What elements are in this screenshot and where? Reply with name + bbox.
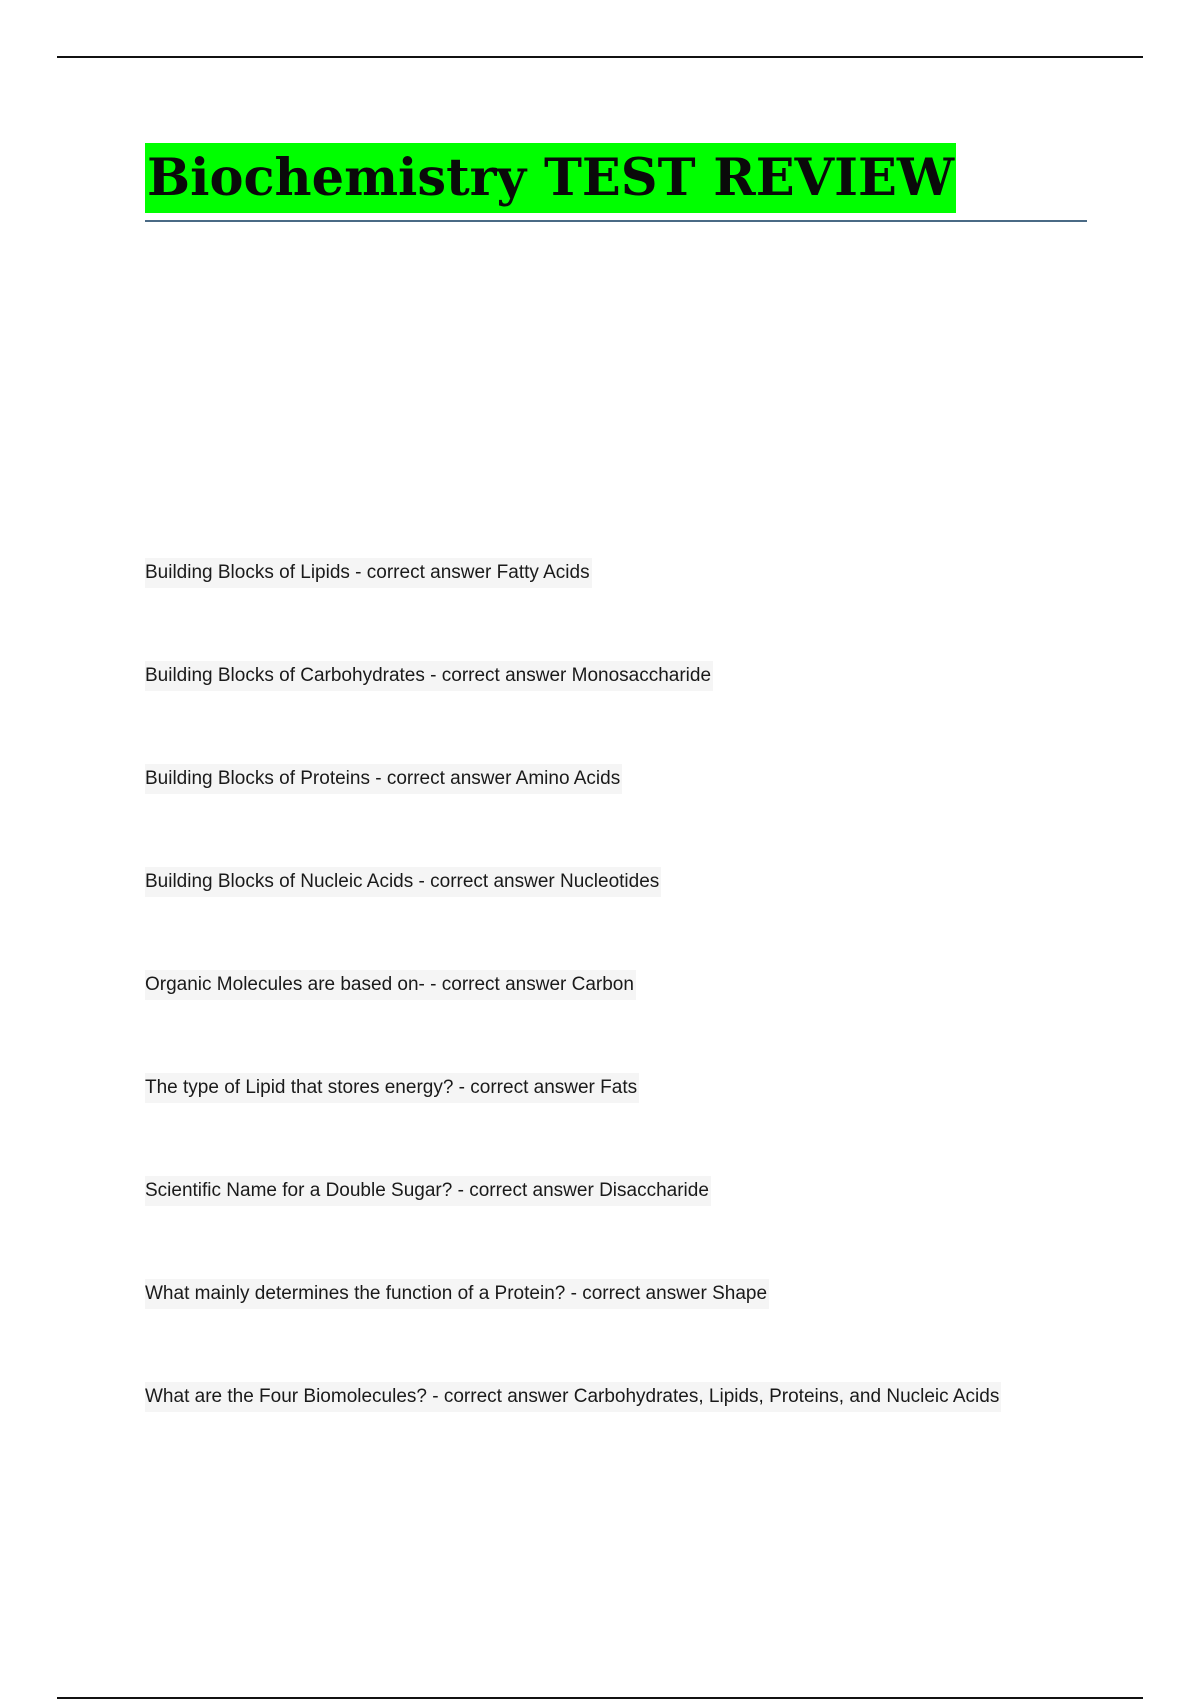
page-top-rule [57, 56, 1143, 58]
qa-text: Building Blocks of Nucleic Acids - correct answer Nucleotides [145, 867, 661, 897]
qa-item [145, 1382, 1105, 1485]
qa-text: What are the Four Biomolecules? - correct answer Carbohydrates, Lipids, Proteins, and Nucleic Acids [145, 1382, 1001, 1412]
qa-item [145, 661, 1105, 764]
qa-item [145, 1279, 1105, 1382]
qa-item [145, 764, 1105, 867]
qa-item [145, 970, 1105, 1073]
title-underline [145, 220, 1087, 222]
qa-item [145, 558, 1105, 661]
qa-item [145, 1073, 1105, 1176]
qa-item [145, 1176, 1105, 1279]
qa-text: Building Blocks of Carbohydrates - correct answer Monosaccharide [145, 661, 713, 691]
qa-text: Scientific Name for a Double Sugar? - correct answer Disaccharide [145, 1176, 711, 1206]
qa-text: Organic Molecules are based on- - correct answer Carbon [145, 970, 636, 1000]
title-block [145, 143, 1087, 213]
qa-text: What mainly determines the function of a Protein? - correct answer Shape [145, 1279, 769, 1309]
page-bottom-rule [57, 1697, 1143, 1699]
qa-text: The type of Lipid that stores energy? - correct answer Fats [145, 1073, 639, 1103]
qa-text: Building Blocks of Lipids - correct answer Fatty Acids [145, 558, 592, 588]
document-title: Biochemistry TEST REVIEW [145, 143, 956, 213]
qa-list [145, 558, 1105, 1485]
qa-text: Building Blocks of Proteins - correct answer Amino Acids [145, 764, 622, 794]
qa-item [145, 867, 1105, 970]
